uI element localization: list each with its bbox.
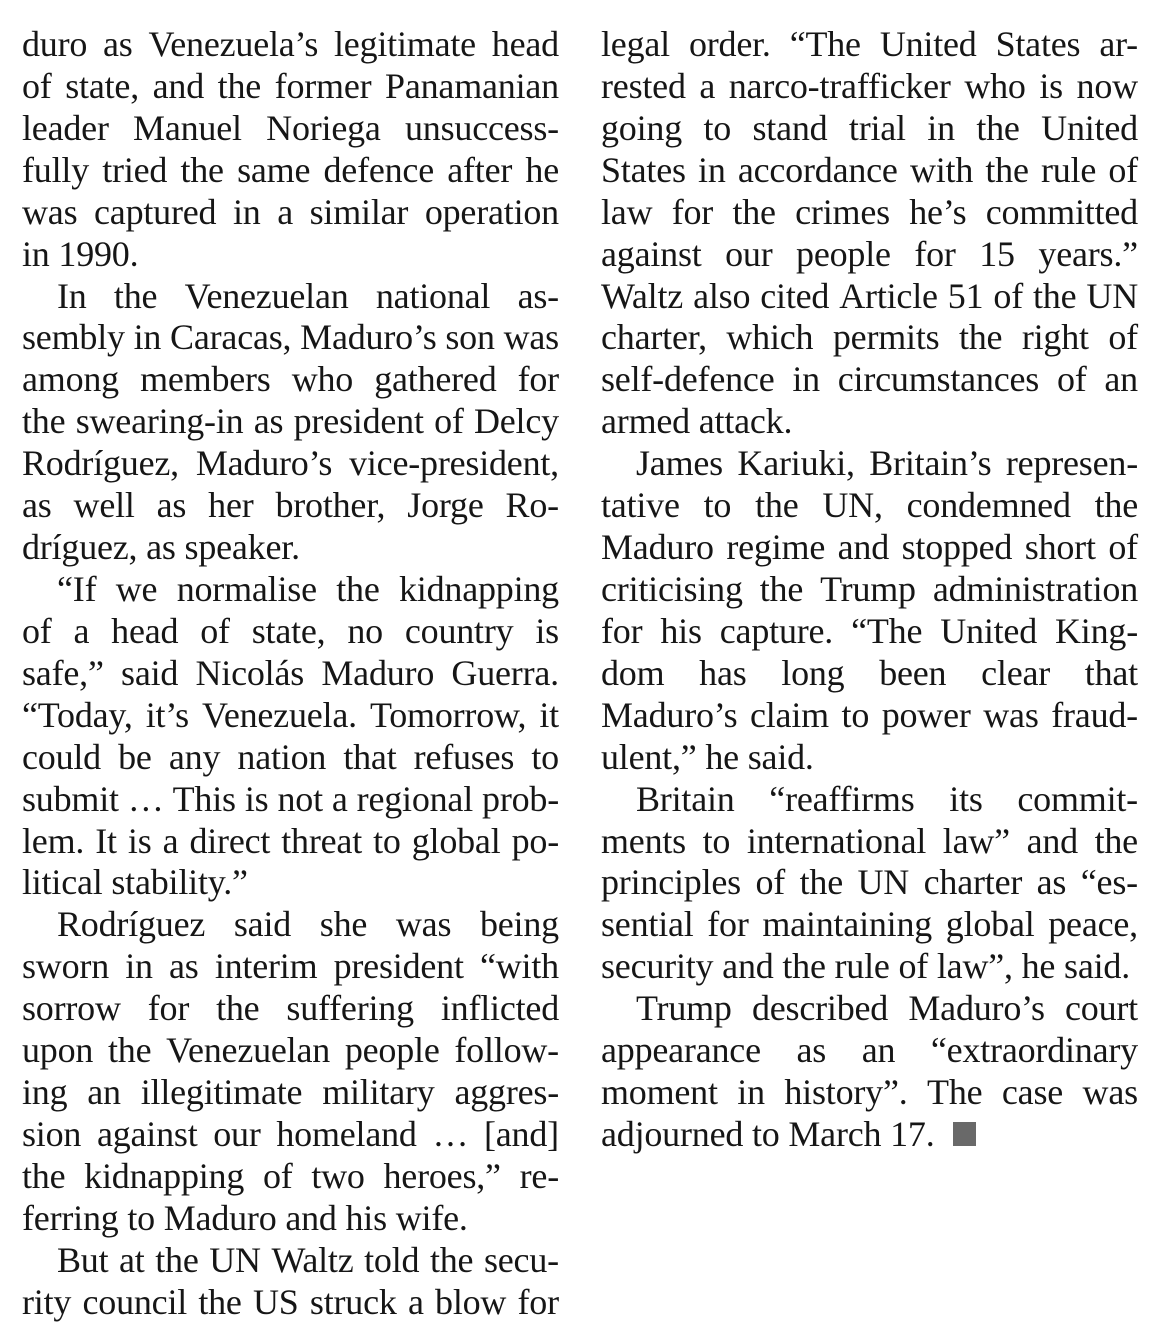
text-line: security and the rule of law”, he said. — [601, 946, 1131, 987]
text-line: Rodríguez said she was being — [57, 904, 559, 945]
article-column-right — [601, 24, 1138, 1324]
text-line: fully tried the same defence after he — [22, 149, 559, 190]
text-line: Maduro regime and stopped short of — [601, 527, 1138, 568]
article-column-left — [22, 24, 559, 1324]
text-line: against our people for 15 years.” — [601, 233, 1138, 274]
text-line: principles of the UN charter as “es- — [601, 862, 1138, 903]
paragraph — [22, 904, 559, 1239]
text-line: sorrow for the suffering inflicted — [22, 988, 559, 1029]
text-line: armed attack. — [601, 401, 793, 442]
text-line: could be any nation that refuses to — [22, 736, 559, 777]
text-line: ulent,” he said. — [601, 736, 814, 777]
text-line: appearance as an “extraordinary — [601, 1030, 1138, 1071]
paragraph — [22, 569, 559, 904]
text-line: law for the crimes he’s committed — [601, 191, 1138, 232]
text-line: ments to international law” and the — [601, 820, 1138, 861]
text-line: lem. It is a direct threat to global po- — [22, 820, 559, 861]
text-line: charter, which permits the right of — [601, 317, 1138, 358]
text-line: the swearing-in as president of Delcy — [22, 401, 559, 442]
text-line: Rodríguez, Maduro’s vice-president, — [22, 443, 559, 484]
text-line: “If we normalise the kidnapping — [57, 568, 559, 609]
text-line: sion against our homeland … [and] — [22, 1113, 559, 1154]
text-line: self-defence in circumstances of an — [601, 359, 1138, 400]
text-line: States in accordance with the rule of — [601, 149, 1138, 190]
text-line: going to stand trial in the United — [601, 107, 1138, 148]
paragraph — [22, 1240, 559, 1324]
text-line: of a head of state, no country is — [22, 610, 559, 651]
text-line: dríguez, as speaker. — [22, 527, 300, 568]
text-line: was captured in a similar operation — [22, 191, 559, 232]
text-line: submit … This is not a regional prob- — [22, 778, 559, 819]
text-line: Britain “reaffirms its commit- — [636, 778, 1138, 819]
text-line: in 1990. — [22, 233, 139, 274]
text-line: Maduro’s claim to power was fraud- — [601, 694, 1138, 735]
text-line: as well as her brother, Jorge Ro- — [22, 485, 559, 526]
article-columns — [22, 24, 1138, 1324]
text-line: leader Manuel Noriega unsuccess- — [22, 107, 559, 148]
text-line: for his capture. “The United King- — [601, 610, 1138, 651]
text-line: “Today, it’s Venezuela. Tomorrow, it — [22, 694, 559, 735]
text-line: among members who gathered for — [22, 359, 559, 400]
paragraph — [22, 24, 559, 276]
text-line: the kidnapping of two heroes,” re- — [22, 1155, 559, 1196]
text-line: upon the Venezuelan people follow- — [22, 1030, 559, 1071]
text-line: adjourned to March 17. — [601, 1114, 1138, 1156]
text-line: sential for maintaining global peace, — [601, 904, 1138, 945]
text-line: moment in history”. The case was — [601, 1072, 1138, 1113]
text-line: sworn in as interim president “with — [22, 946, 559, 987]
text-line: Waltz also cited Article 51 of the UN — [601, 275, 1138, 316]
text-line: Trump described Maduro’s court — [636, 988, 1138, 1029]
text-line: criticising the Trump administration — [601, 568, 1138, 609]
text-line: tative to the UN, condemned the — [601, 485, 1138, 526]
paragraph — [601, 24, 1138, 443]
paragraph — [22, 276, 559, 569]
paragraph — [601, 443, 1138, 778]
text-line: dom has long been clear that — [601, 652, 1138, 693]
end-of-article-marker — [953, 1122, 976, 1146]
text-line: ferring to Maduro and his wife. — [22, 1197, 468, 1238]
text-line: legal order. “The United States ar- — [601, 24, 1138, 64]
text-line: sembly in Caracas, Maduro’s son was — [22, 317, 559, 358]
text-line: litical stability.” — [22, 862, 248, 903]
text-line: James Kariuki, Britain’s represen- — [636, 443, 1138, 484]
text-line: rity council the US struck a blow for — [22, 1281, 559, 1322]
text-line: of state, and the former Panamanian — [22, 65, 559, 106]
text-line: duro as Venezuela’s legitimate head — [22, 24, 559, 64]
paragraph — [601, 779, 1138, 989]
text-line: ing an illegitimate military aggres- — [22, 1072, 559, 1113]
text-line: rested a narco-trafficker who is now — [601, 65, 1138, 106]
text-line: safe,” said Nicolás Maduro Guerra. — [22, 652, 559, 693]
text-line: But at the UN Waltz told the secu- — [57, 1239, 559, 1280]
paragraph — [601, 988, 1138, 1156]
text-line: In the Venezuelan national as- — [57, 275, 559, 316]
